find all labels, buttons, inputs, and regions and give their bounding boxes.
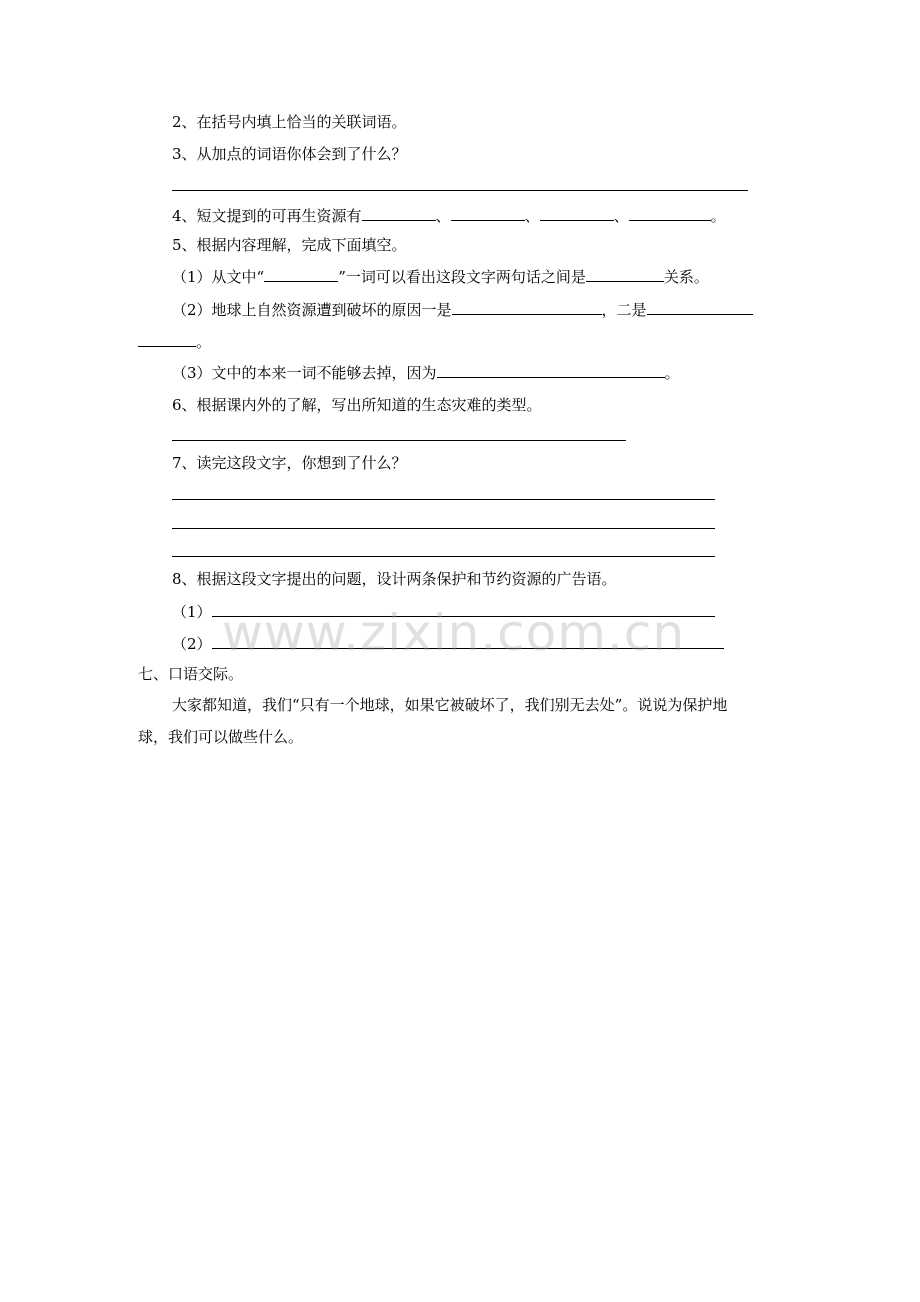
question-6: 6、根据课内外的了解，写出所知道的生态灾难的类型。 — [172, 396, 542, 414]
q5-2-blank-reason-2-cont[interactable] — [138, 331, 196, 347]
q5-2-blank-reason-1[interactable] — [452, 299, 602, 315]
question-5-sub-3 — [172, 362, 680, 383]
question-7: 7、读完这段文字，你想到了什么？ — [172, 454, 407, 472]
q4-sep: 、 — [435, 207, 451, 225]
q5-1-blank-relation[interactable] — [586, 266, 664, 282]
q4-blank-1[interactable] — [362, 205, 436, 221]
answer-line-q7-1[interactable] — [172, 499, 715, 500]
question-4 — [172, 205, 726, 226]
question-5-title: 5、根据内容理解，完成下面填空。 — [172, 236, 407, 254]
q5-3-blank[interactable] — [437, 362, 665, 378]
q5-2-end: 。 — [196, 333, 212, 351]
q5-1-text-a: （1）从文中“ — [172, 268, 265, 286]
q5-2-blank-reason-2[interactable] — [647, 299, 753, 315]
answer-line-q3[interactable] — [172, 190, 748, 191]
q4-blank-3[interactable] — [540, 205, 614, 221]
q5-1-blank-word[interactable] — [264, 266, 338, 282]
answer-line-q7-2[interactable] — [172, 528, 715, 529]
q4-blank-2[interactable] — [451, 205, 525, 221]
answer-line-q6[interactable] — [172, 440, 626, 441]
question-8-title: 8、根据这段文字提出的问题，设计两条保护和节约资源的广告语。 — [172, 570, 617, 588]
watermark: www.zixin.com.cn — [222, 604, 686, 662]
question-5-sub-1 — [172, 266, 709, 287]
q4-sep: 、 — [613, 207, 629, 225]
q5-1-text-b: ”一词可以看出这段文字两句话之间是 — [338, 268, 586, 286]
q5-2-text-a: （2）地球上自然资源遭到破坏的原因一是 — [172, 301, 452, 319]
question-2: 2、在括号内填上恰当的关联词语。 — [172, 113, 407, 131]
question-8-item-2 — [172, 633, 724, 654]
q5-3-end: 。 — [664, 364, 680, 382]
q8-item-2-label: （2） — [172, 635, 212, 653]
answer-line-q7-3[interactable] — [172, 556, 715, 557]
question-3: 3、从加点的词语你体会到了什么？ — [172, 145, 407, 163]
q4-sep: 、 — [524, 207, 540, 225]
section-7-paragraph-line-1: 大家都知道，我们“只有一个地球，如果它被破坏了，我们别无去处”。说说为保护地 — [172, 696, 728, 714]
q5-2-text-b: ，二是 — [601, 301, 647, 319]
question-5-sub-2 — [172, 299, 753, 320]
q5-3-text-a: （3）文中的本来一词不能够去掉，因为 — [172, 364, 437, 382]
q8-item-1-label: （1） — [172, 603, 212, 621]
question-8-item-1 — [172, 601, 715, 622]
q4-end: 。 — [710, 207, 726, 225]
section-7-heading: 七、口语交际。 — [138, 665, 244, 683]
q8-item-1-blank[interactable] — [212, 601, 715, 617]
q4-blank-4[interactable] — [629, 205, 711, 221]
question-4-text: 4、短文提到的可再生资源有 — [172, 207, 362, 225]
q5-1-text-c: 关系。 — [663, 268, 709, 286]
q8-item-2-blank[interactable] — [212, 633, 724, 649]
section-7-paragraph-line-2: 球，我们可以做些什么。 — [138, 728, 304, 746]
question-5-sub-2-cont — [138, 331, 211, 352]
